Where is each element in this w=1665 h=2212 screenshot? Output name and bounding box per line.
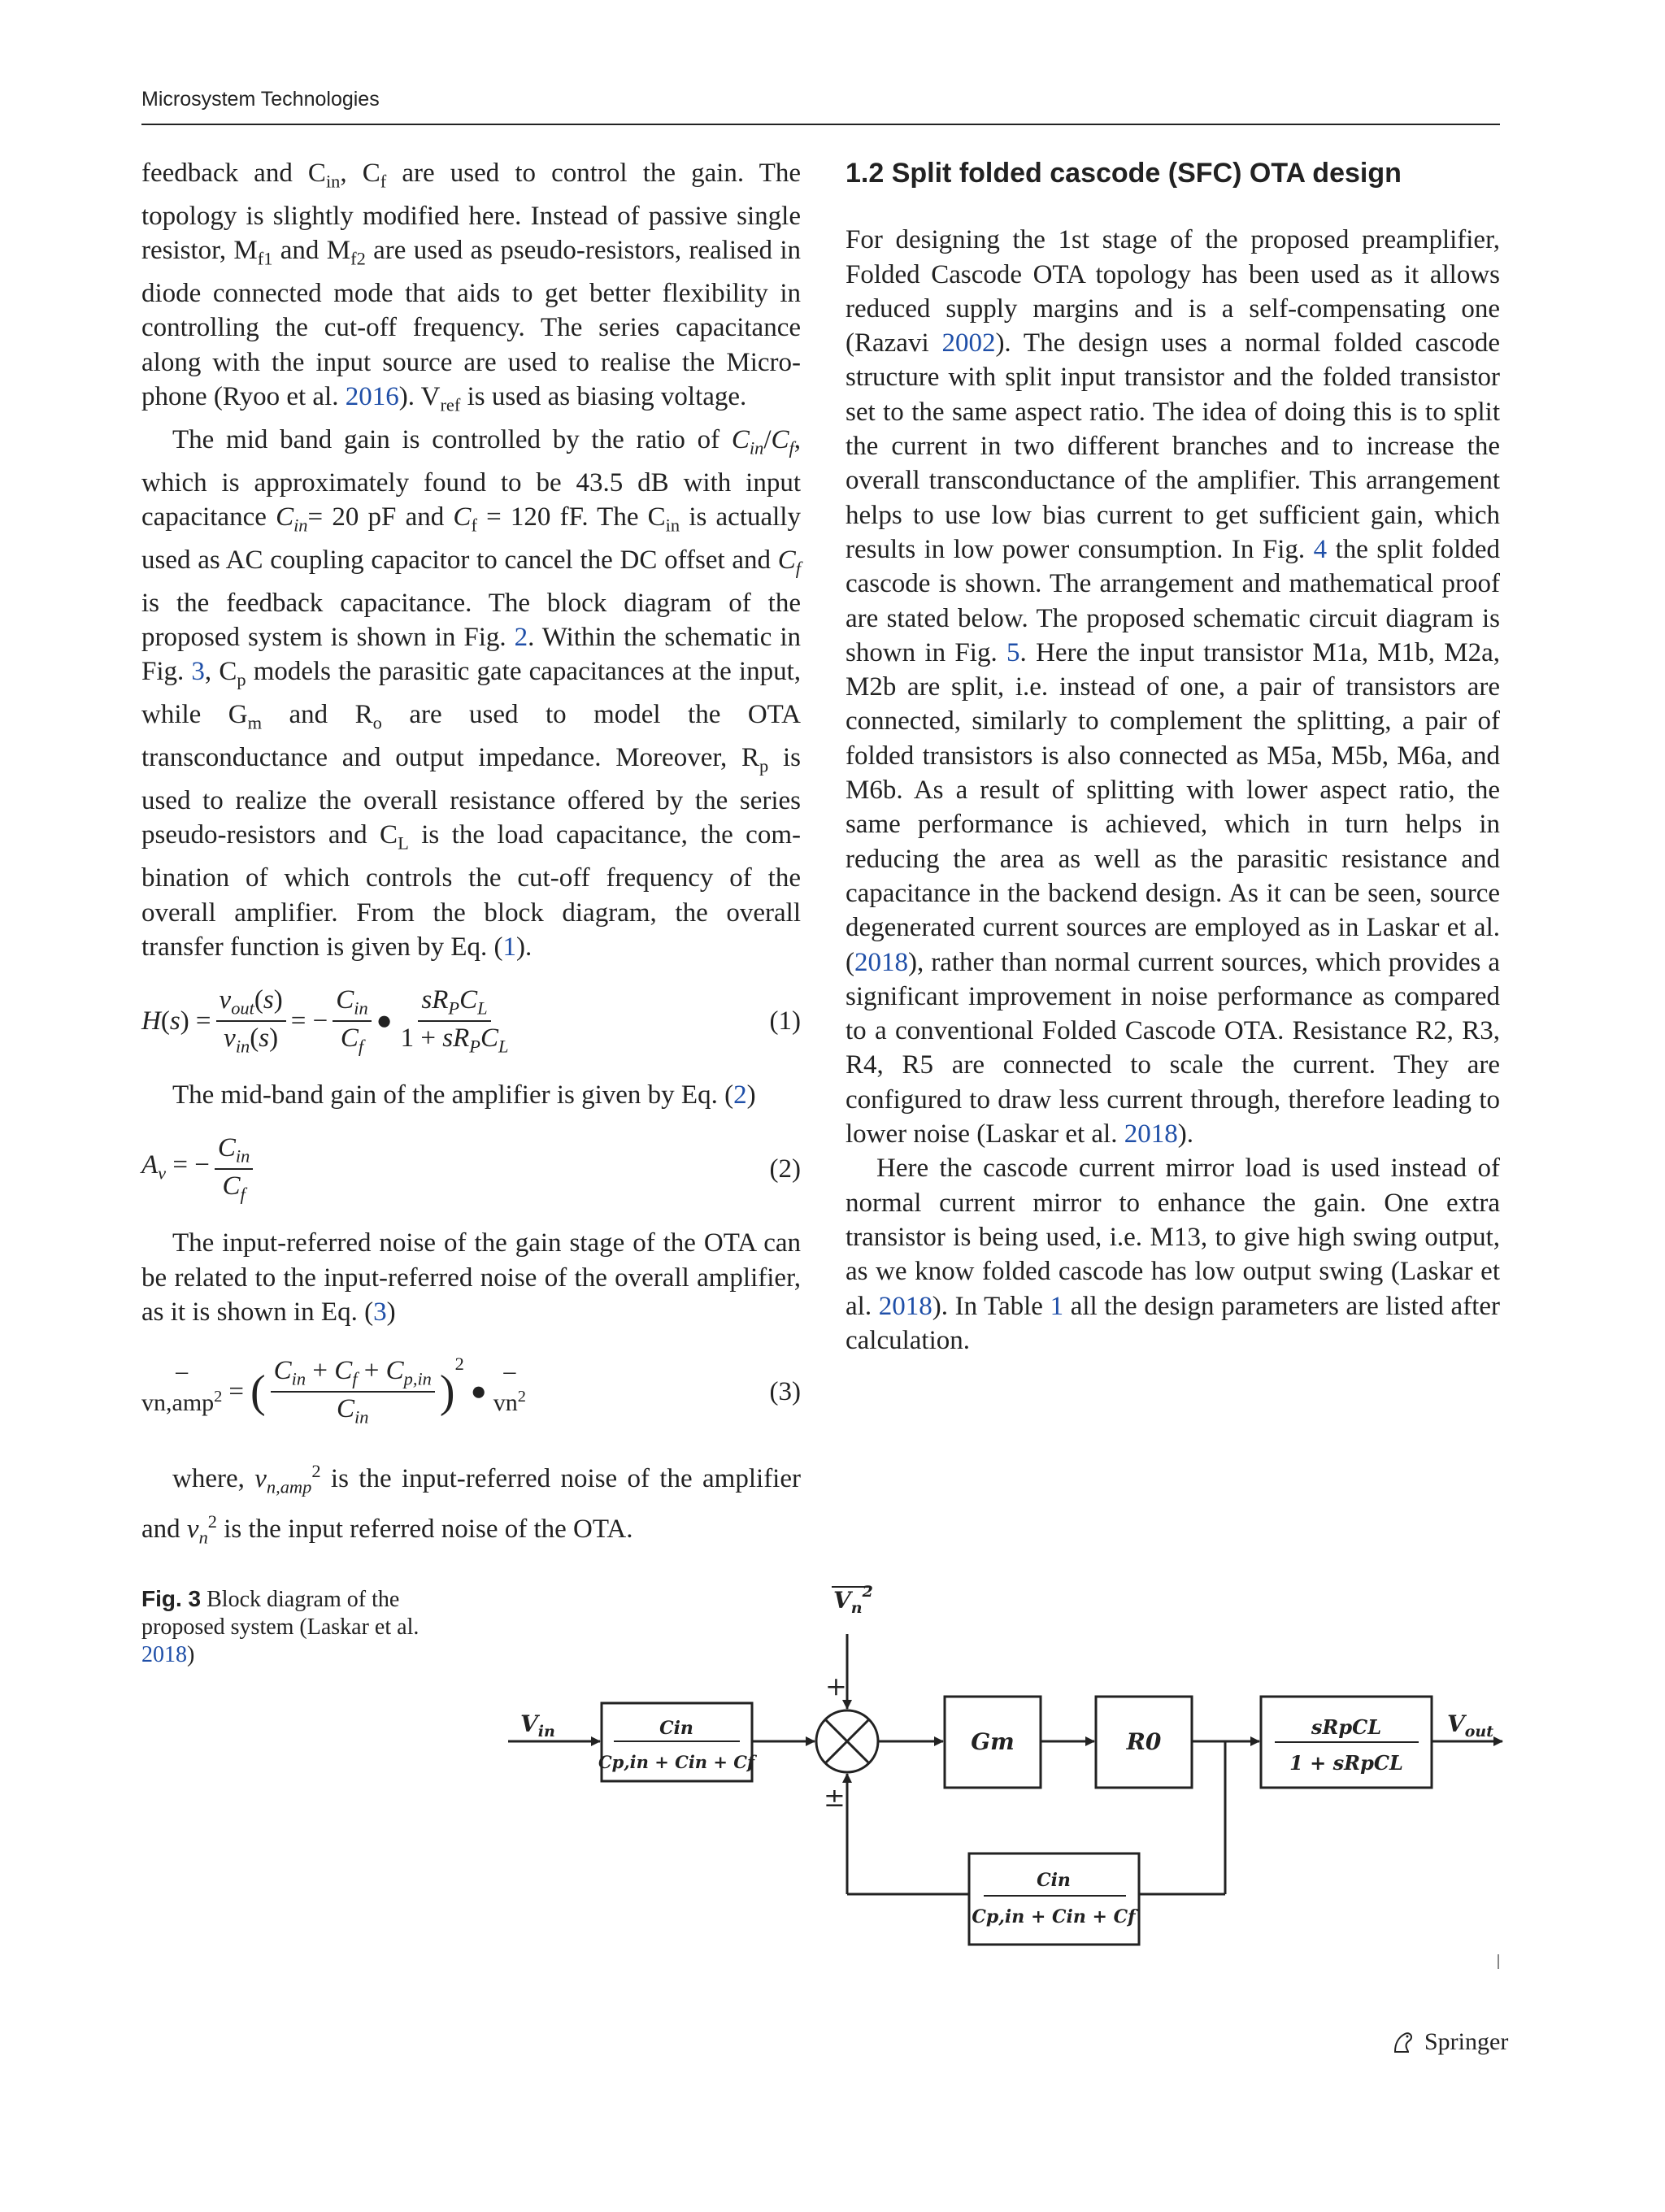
publisher-logo — [1390, 2028, 1508, 2056]
output-block-numerator: sRpCL — [1311, 1715, 1382, 1739]
feedback-numerator: Cin — [1037, 1870, 1071, 1891]
equation-3-number: (3) — [769, 1377, 801, 1407]
journal-header: Microsystem Technologies — [141, 88, 380, 111]
plusminus-sign: ± — [824, 1782, 846, 1813]
springer-horse-icon — [1390, 2029, 1416, 2055]
right-paragraph-2: Here the cascode current mirror load is used instead of normal current mirror to enhance the gain. One extra transistor is being used, i.e. M13, to give high swing output, as we know folded cascode has low output swing (Laskar et al. 2018). In Table 1 all the design parameters are listed after calculation. — [846, 1154, 1500, 1355]
left-column — [141, 156, 801, 1555]
block1-numerator: Cin — [659, 1718, 693, 1739]
vin-label: $V_{in}$ — [520, 1710, 555, 1740]
block-diagram — [504, 1577, 1520, 1984]
right-paragraph-1: For designing the 1st stage of the proposed preamplifier, Folded Cascode OTA topology has been used as it allows reduced supply margins and is a self-compensating one (Razavi 2002). The design uses a normal folded cascode structure with split input transistor and the folded transistor set to the same aspect ratio. The idea of doing this is to split the current in two different branches and to increase the overall transconductance of the amplifier. This arrangement helps to use low bias current to get sufficient gain, which results in low power consumption. In Fig. 4 the split folded cascode is shown. The arrangement and mathematical proof are stated below. The proposed schematic circuit diagram is shown in Fig. 5. Here the input transistor M1a, M1b, M2a, M2b are split, i.e. instead of one, a pair of transistors are connected, similarly to complement the splitting, a pair of folded transistors is also connected as M5a, M5b, M6a, and M6b. As a result of splitting with lower aspect ratio, the same performance is achieved, which in turn helps in reducing the area as well as the parasitic resistance and capacitance in the backend design. As it can be seen, source degenerated current sources are employed as in Laskar et al. (2018), rather than normal current sources, which provides a significant improvement in noise performance as compared to a conventional Folded Cascode OTA. Resistance R2, R3, R4, R5 are connected to scale the current. They are configured to draw less current through, therefore leading to lower noise (Laskar et al. 2018). — [846, 225, 1500, 1149]
r0-label: R0 — [1126, 1728, 1162, 1755]
block1-denominator: Cp,in + Cin + Cf — [598, 1752, 755, 1772]
vout-label: $V_{out}$ — [1447, 1710, 1493, 1740]
figure-label: Fig. 3 — [141, 1586, 202, 1611]
publisher-name: Springer — [1424, 2028, 1509, 2055]
header-rule — [141, 124, 1500, 125]
figure-caption: Fig. 3 Block diagram of the proposed system (Laskar et al. 2018) — [141, 1586, 420, 1667]
output-block-denominator: 1 + sRpCL — [1289, 1751, 1403, 1775]
section-heading: 1.2 Split folded cascode (SFC) OTA design — [846, 158, 1402, 189]
left-paragraph-3: The mid-band gain of the amplifier is given by Eq. (2) — [172, 1080, 756, 1110]
left-paragraph-2: The mid band gain is controlled by the ratio of $C_{in}/C_f$, which is approximately found to be 43.5 dB with input capacitance $C_{in}= 20$ pF and $C_f = 120$ fF. The $C_{in}$ is actually used as AC coupling capacitor to cancel the DC offset and $C_f$ is the feedback capacitance. The block diagram of the proposed system is shown in Fig. 2. Within the schematic in Fig. 3, $C_p$ models the parasitic gate capacitances at the input, while $G_m$ and $R_o$ are used to model the OTA transconductance and output impedance. Moreover, $R_p$ is used to realize the overall resistance offered by the series pseudo-resistors and $C_L$ is the load capacitance, the combination of which controls the cut-off frequency of the overall amplifier. From the block diagram, the overall transfer function is given by Eq. (1). — [141, 424, 802, 962]
equation-2: $A_v$ = − $\frac{C_{in}}{C_f}$ (2) — [141, 1133, 801, 1206]
equation-2-number: (2) — [769, 1154, 801, 1184]
equation-1-number: (1) — [769, 1006, 801, 1036]
left-paragraph-4: The input-referred noise of the gain stage of the OTA can be related to the input-referred noise of the overall amplifier, as it is shown in Eq. (3) — [141, 1228, 801, 1328]
gm-label: Gm — [971, 1728, 1015, 1755]
margin-mark — [1498, 1954, 1499, 1969]
right-column — [846, 156, 1500, 1358]
left-paragraph-5: where, $v_{n,amp}^2$ is the input-referred noise of the amplifier and $v_n^2$ is the input referred noise of the OTA. — [141, 1461, 801, 1548]
left-paragraph-1: feedback and $C_{in}$, $C_f$ are used to control the gain. The topology is slightly modified here. Instead of passive single resistor, $M_{f1}$ and $M_{f2}$ are used as pseudo-resistors, realised in diode connected mode that aids to get better flexibility in controlling the cut-off frequency. The series capacitance along with the input source are used to realise the Microphone (Ryoo et al. 2016). $V_{ref}$ is used as biasing voltage. — [141, 159, 801, 415]
equation-3: – vn,amp$^2$ = ( $\frac{C_{in} + C_f + C_{p,in}}{C_{in}}$ ) $^2$ ● – $vn^2$ (3) — [141, 1354, 801, 1428]
equation-1: H(s) = $\frac{v_{out}(s)}{v_{in}(s)}$ = − $\frac{C_{in}}{C_f}$ ● $\frac{sR_PC_L}{1 + sR_PC_L}$ (1) — [141, 984, 801, 1057]
noise-label: $V_n^2$ — [833, 1583, 873, 1617]
plus-sign: + — [825, 1671, 847, 1701]
feedback-denominator: Cp,in + Cin + Cf — [972, 1906, 1136, 1927]
